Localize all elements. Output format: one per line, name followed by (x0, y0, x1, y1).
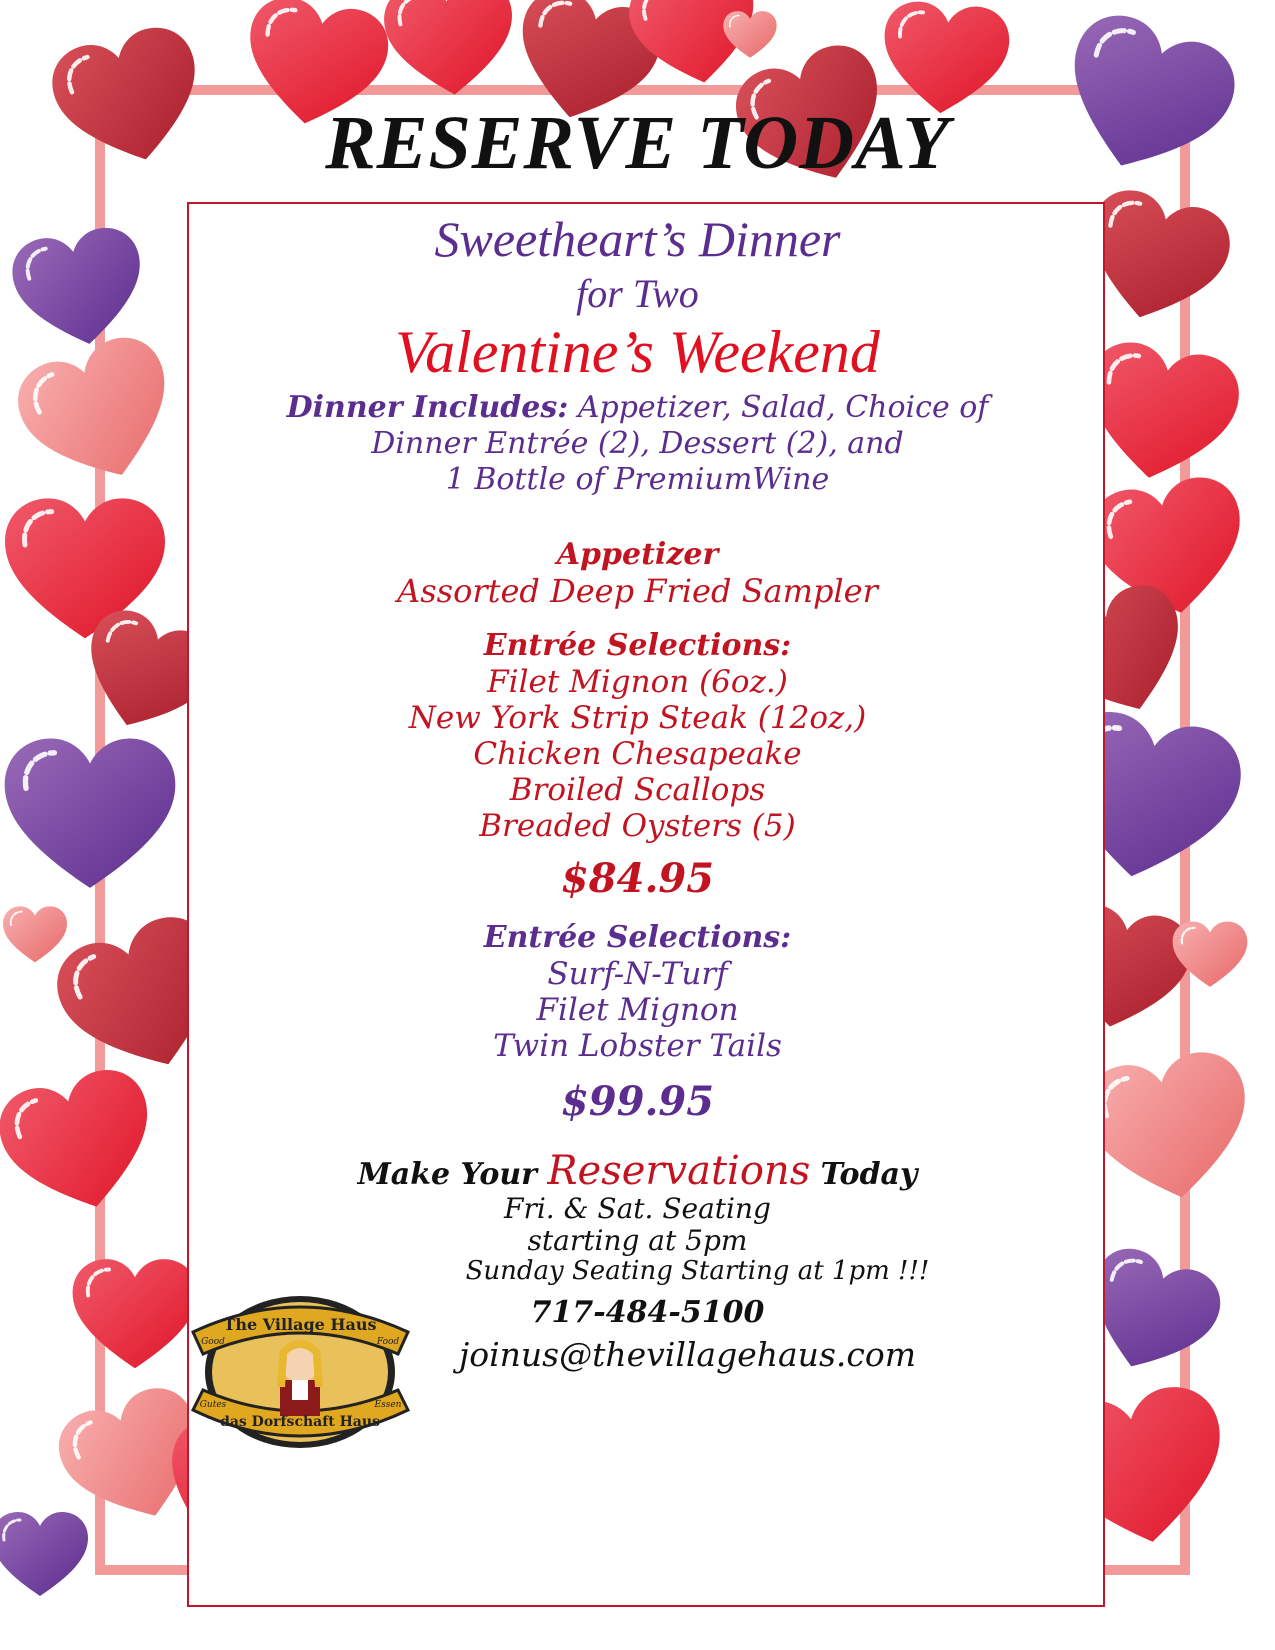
logo-right-top-text: Food (376, 1337, 400, 1347)
logo-left-top-text: Good (201, 1337, 225, 1347)
make-reservations-line (0, 1148, 1275, 1194)
heart-icon (720, 10, 780, 60)
logo-right-bottom-text: Essen (374, 1400, 402, 1410)
appetizer-heading: Appetizer (556, 537, 719, 572)
seating-start-time: starting at 5pm (527, 1224, 748, 1257)
reserve-today-headline: RESERVE TODAY (325, 101, 950, 185)
includes-label: Dinner Includes: (286, 390, 569, 425)
menu2-item: Filet Mignon (536, 992, 739, 1028)
make-suffix: Today (820, 1157, 918, 1192)
title-valentines-weekend: Valentine’s Weekend (395, 319, 880, 385)
heart-decoration (720, 10, 780, 60)
entree-heading-1: Entrée Selections: (483, 628, 792, 663)
includes-line-2: Dinner Entrée (2), Dessert (2), and (371, 426, 904, 461)
seating-sunday: Sunday Seating Starting at 1pm !!! (465, 1256, 930, 1286)
reservations-word: Reservations (547, 1148, 811, 1194)
menu2-item: Twin Lobster Tails (493, 1028, 782, 1064)
menu1-item: New York Strip Steak (12oz,) (408, 700, 867, 736)
appetizer-item: Assorted Deep Fried Sampler (397, 572, 878, 610)
email-address[interactable]: joinus@thevillagehaus.com (458, 1335, 917, 1374)
price-99-95: $99.95 (560, 1078, 715, 1125)
menu2-item: Surf-N-Turf (547, 956, 728, 992)
dinner-includes (0, 390, 1275, 498)
logo-left-bottom-text: Gutes (199, 1400, 227, 1410)
village-haus-logo (183, 1292, 418, 1452)
heart-decoration (0, 1505, 90, 1605)
logo-top-text: The Village Haus (223, 1315, 377, 1334)
entree-heading-2: Entrée Selections: (483, 920, 792, 955)
seating-fri-sat: Fri. & Sat. Seating (504, 1192, 771, 1225)
village-haus-logo-graphic (183, 1292, 418, 1452)
includes-line-3: 1 Bottle of PremiumWine (445, 462, 830, 497)
title-for-two: for Two (576, 271, 699, 316)
includes-line-1 (0, 390, 1275, 426)
price-84-95: $84.95 (560, 855, 715, 902)
heart-icon (0, 1505, 90, 1605)
title-sweethearts-dinner: Sweetheart’s Dinner (434, 211, 841, 267)
phone-number[interactable]: 717-484-5100 (530, 1295, 765, 1330)
menu1-item: Broiled Scallops (509, 772, 766, 808)
logo-bottom-text: das Dorfschaft Haus (220, 1414, 380, 1430)
make-prefix: Make Your (357, 1157, 537, 1192)
logo-blouse (292, 1380, 308, 1400)
menu1-item: Chicken Chesapeake (473, 736, 802, 772)
menu1-item: Filet Mignon (6oz.) (487, 664, 788, 700)
menu1-item: Breaded Oysters (5) (479, 808, 796, 844)
includes-text-1: Appetizer, Salad, Choice of (577, 390, 989, 425)
